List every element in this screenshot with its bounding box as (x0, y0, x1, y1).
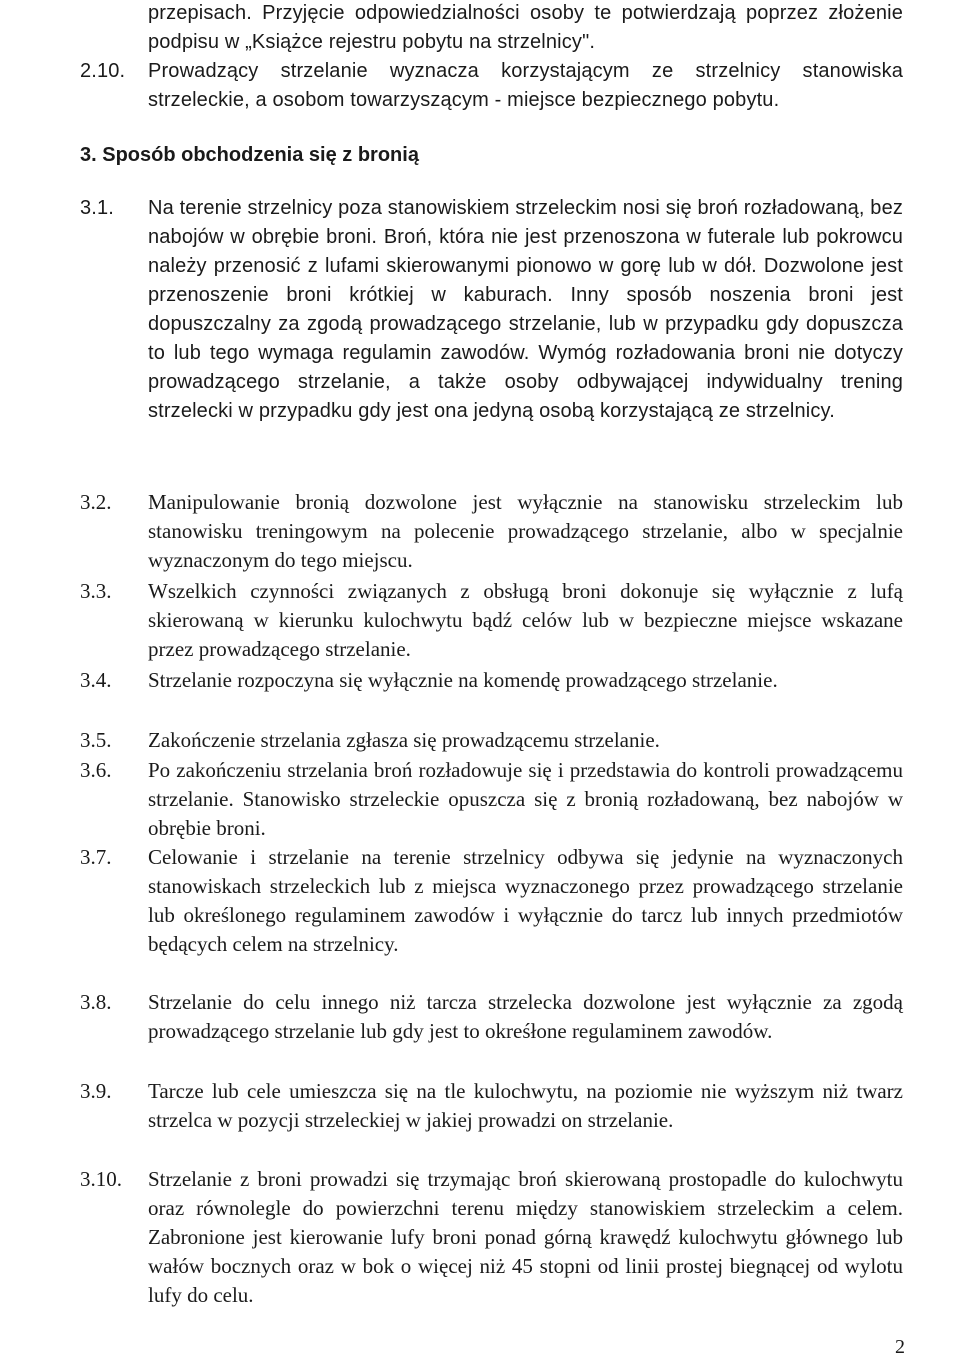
paragraph-text: Zakończenie strzelania zgłasza się prowadzącemu strzelanie. (148, 728, 660, 752)
paragraph-text: Prowadzący strzelanie wyznacza korzystającym ze strzelnicy stanowiska strzeleckie, a osobom towarzyszącym - miejsce bezpiecznego pobytu. (148, 60, 903, 111)
paragraph-text: Wszelkich czynności związanych z obsługą broni dokonuje się wyłącznie z lufą skierowaną w kierunku kulochwytu bądź celów lub w bezpieczne miejsce wskazane przez prowadzącego strzelanie. (148, 579, 903, 661)
paragraph-number: 3.2. (80, 490, 112, 514)
paragraph-text: Po zakończeniu strzelania broń rozładowuje się i przedstawia do kontroli prowadzącemu strzelanie. Stanowisko strzeleckie opuszcza się z bronią rozładowaną, bez nabojów w obrębie broni. (148, 758, 903, 840)
paragraph-number: 3.4. (80, 668, 112, 692)
paragraph-text: Na terenie strzelnicy poza stanowiskiem strzeleckim nosi się broń rozładowaną, bez nabojów w obrębie broni. Broń, która nie jest przenoszona w futerale lub pokrowcu należy przenosić z lufami skierowanymi pionowo w gorę lub w dół. Dozwolone jest przenoszenie broni krótkiej w kaburach. Inny sposób noszenia broni jest dopuszczalny za zgodą prowadzącego strzelanie, lub w przypadku gdy dopuszcza to lub tego wymaga regulamin zawodów. Wymóg rozładowania broni nie dotyczy prowadzącego strzelanie, a także osoby odbywającej indywidualny trening strzelecki w przypadku gdy jest ona jedyną osobą korzystającą ze strzelnicy. (148, 197, 903, 422)
paragraph-number: 3.9. (80, 1079, 112, 1103)
paragraph-number: 2.10. (80, 60, 126, 82)
paragraph-number: 3.6. (80, 758, 112, 782)
paragraph-text: Strzelanie rozpoczyna się wyłącznie na komendę prowadzącego strzelanie. (148, 668, 778, 692)
paragraph-text: Manipulowanie bronią dozwolone jest wyłącznie na stanowisku strzeleckim lub stanowisku treningowym na polecenie prowadzącego strzelanie, albo w specjalnie wyznaczonym do tego miejscu. (148, 490, 903, 572)
paragraph-number: 3.7. (80, 845, 112, 869)
paragraph-text: Tarcze lub cele umieszcza się na tle kulochwytu, na poziomie nie wyższym niż twarz strzelca w pozycji strzeleckiej w jakiej prowadzi on strzelanie. (148, 1079, 903, 1132)
paragraph-number: 3.10. (80, 1167, 122, 1191)
paragraph-number: 3.1. (80, 197, 114, 219)
paragraph-text: Strzelanie z broni prowadzi się trzymając broń skierowaną prostopadle do kulochwytu oraz równolegle do powierzchni terenu między stanowiskiem strzeleckim a celem. Zabronione jest kierowanie lufy broni ponad górną krawędź kulochwytu głównego lub wałów bocznych oraz w bok o więcej niż 45 stopni od linii prostej biegnącej od wylotu lufy do celu. (148, 1167, 903, 1307)
paragraph-text: Strzelanie do celu innego niż tarcza strzelecka dozwolone jest wyłącznie za zgodą prowadzącego strzelanie lub gdy jest to okreśłone regulaminem zawodów. (148, 990, 903, 1043)
paragraph-text: Celowanie i strzelanie na terenie strzelnicy odbywa się jedynie na wyznaczonych stanowiskach strzeleckich lub z miejsca wyznaczonego przez prowadzącego strzelanie lub określonego regulaminem zawodów i wyłącznie do tarcz lub innych przedmiotów będących celem na strzelnicy. (148, 845, 903, 956)
page-number: 2 (895, 1336, 905, 1358)
paragraph-number: 3.5. (80, 728, 112, 752)
paragraph-number: 3.3. (80, 579, 112, 603)
section-heading: 3. Sposób obchodzenia się z bronią (80, 144, 419, 166)
intro-text: przepisach. Przyjęcie odpowiedzialności osoby te potwierdzają poprzez złożenie podpisu w „Książce rejestru pobytu na strzelnicy". (148, 2, 903, 53)
paragraph-number: 3.8. (80, 990, 112, 1014)
